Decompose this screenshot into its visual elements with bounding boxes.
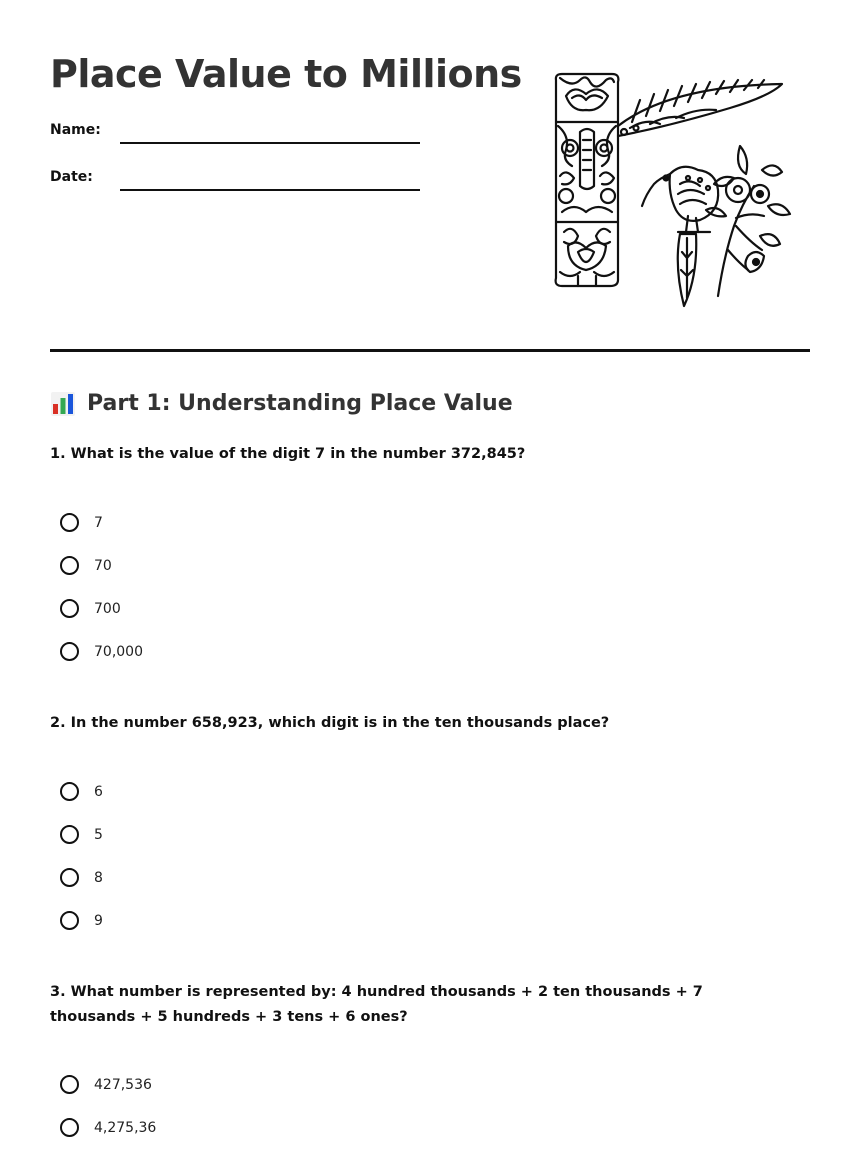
answer-option[interactable] — [50, 770, 780, 813]
question-text: 3. What number is represented by: 4 hundred thousands + 2 ten thousands + 7 thousands + 5 hundreds + 3 tens + 6 ones? — [50, 984, 703, 1025]
radio-button[interactable] — [60, 1075, 79, 1094]
answer-option[interactable] — [50, 1106, 780, 1149]
radio-button[interactable] — [60, 1118, 79, 1137]
answer-options — [50, 501, 780, 673]
question-text: 1. What is the value of the digit 7 in the number 372,845? — [50, 446, 526, 462]
radio-button[interactable] — [60, 599, 79, 618]
answer-options — [50, 770, 780, 942]
answer-option[interactable] — [50, 813, 780, 856]
option-label: 5 — [94, 826, 103, 843]
header-divider — [50, 349, 810, 352]
answer-option[interactable] — [50, 899, 780, 942]
question-text: 2. In the number 658,923, which digit is in the ten thousands place? — [50, 715, 610, 731]
bar-chart-icon — [50, 391, 76, 417]
answer-option[interactable] — [50, 630, 780, 673]
name-input-line[interactable] — [120, 142, 420, 144]
option-label: 4,275,36 — [94, 1119, 157, 1136]
answer-options — [50, 1063, 780, 1149]
radio-button[interactable] — [60, 868, 79, 887]
option-label: 9 — [94, 912, 103, 929]
radio-button[interactable] — [60, 556, 79, 575]
answer-option[interactable] — [50, 1063, 780, 1106]
answer-option[interactable] — [50, 544, 780, 587]
section-title-text: Part 1: Understanding Place Value — [87, 391, 513, 416]
name-field — [50, 122, 420, 144]
option-label: 70 — [94, 557, 112, 574]
answer-option[interactable] — [50, 856, 780, 899]
option-label: 427,536 — [94, 1076, 152, 1093]
fern-frond-icon — [618, 80, 782, 136]
option-label: 7 — [94, 514, 103, 531]
option-label: 700 — [94, 600, 121, 617]
page-title: Place Value to Millions — [50, 52, 522, 96]
radio-button[interactable] — [60, 825, 79, 844]
question-2 — [50, 711, 780, 942]
option-label: 6 — [94, 783, 103, 800]
radio-button[interactable] — [60, 642, 79, 661]
radio-button[interactable] — [60, 911, 79, 930]
option-label: 8 — [94, 869, 103, 886]
date-field — [50, 169, 420, 191]
question-3 — [50, 980, 780, 1149]
bird-icon — [642, 167, 718, 306]
option-label: 70,000 — [94, 643, 143, 660]
date-input-line[interactable] — [120, 189, 420, 191]
section-title — [50, 388, 513, 420]
flowering-plant-icon — [706, 146, 790, 296]
date-label: Date: — [50, 169, 93, 185]
answer-option[interactable] — [50, 587, 780, 630]
answer-option[interactable] — [50, 501, 780, 544]
carved-pillar-icon — [556, 74, 619, 286]
radio-button[interactable] — [60, 513, 79, 532]
maori-carving-bird-plant-illustration — [550, 66, 796, 312]
name-label: Name: — [50, 122, 101, 138]
radio-button[interactable] — [60, 782, 79, 801]
question-1 — [50, 442, 780, 673]
